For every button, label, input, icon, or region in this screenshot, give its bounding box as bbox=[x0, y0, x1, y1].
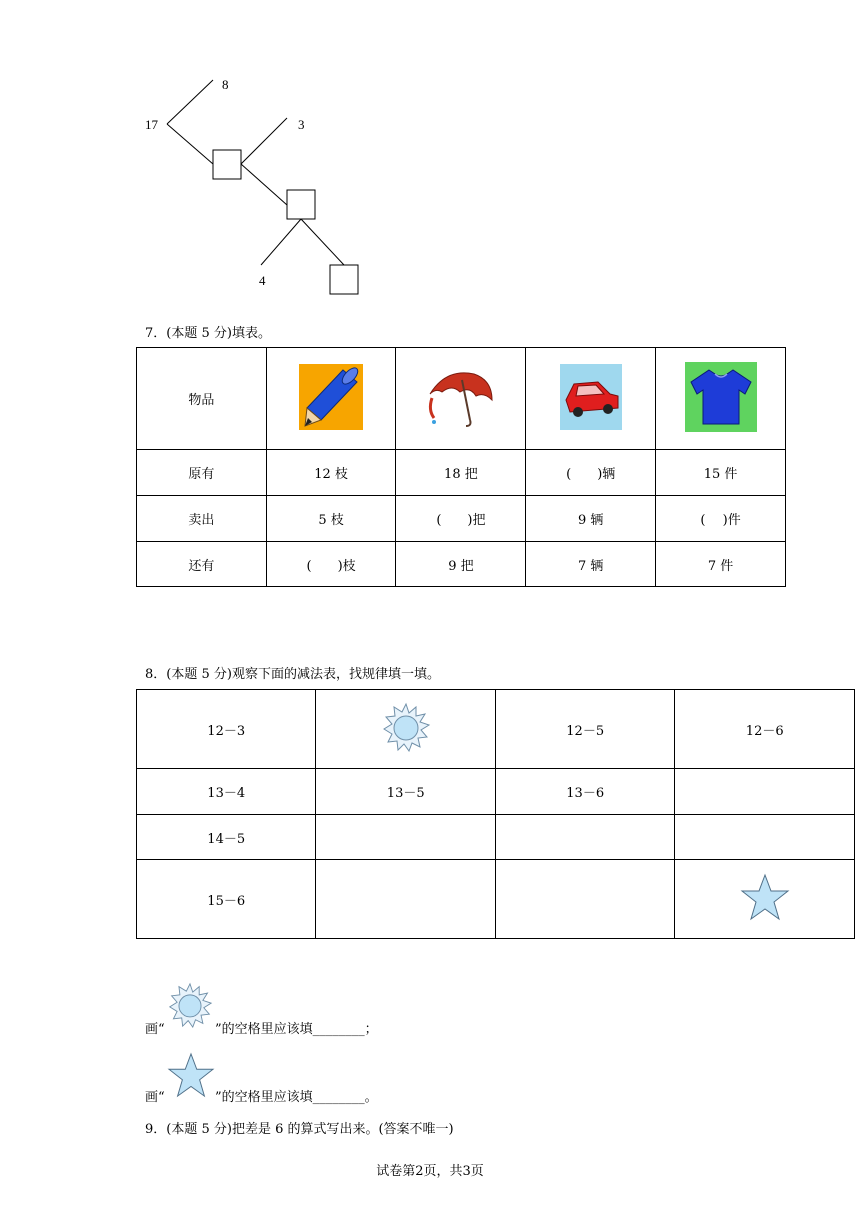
row-label-original: 原有 bbox=[137, 450, 267, 496]
sub-cell-empty[interactable] bbox=[495, 860, 674, 939]
tree-number-3: 3 bbox=[298, 117, 305, 132]
car-icon bbox=[560, 364, 622, 430]
fill-table bbox=[136, 347, 786, 587]
sub-cell: 13－5 bbox=[316, 769, 496, 815]
cell-remaining-pencil[interactable]: ( )枝 bbox=[266, 542, 396, 587]
tree-number-4: 4 bbox=[259, 273, 266, 288]
question-7-title: 7．(本题 5 分)填表。 bbox=[145, 326, 271, 341]
sub-cell: 13－4 bbox=[137, 769, 316, 815]
tree-number-17: 17 bbox=[145, 117, 158, 132]
item-umbrella bbox=[396, 348, 526, 450]
cell-remaining-umbrella: 9 把 bbox=[396, 542, 526, 587]
sub-cell: 12－6 bbox=[675, 690, 855, 769]
row-label-sold: 卖出 bbox=[137, 496, 267, 542]
number-tree-diagram bbox=[0, 0, 860, 310]
cell-original-umbrella: 18 把 bbox=[396, 450, 526, 496]
tree-number-8: 8 bbox=[222, 77, 229, 92]
sub-cell-empty[interactable] bbox=[675, 815, 855, 860]
sub-cell-empty[interactable] bbox=[316, 815, 496, 860]
sun-line-prefix: 画“ bbox=[145, 1022, 165, 1037]
cell-remaining-shirt: 7 件 bbox=[656, 542, 786, 587]
sub-cell: 12－5 bbox=[495, 690, 674, 769]
sub-cell: 12－3 bbox=[137, 690, 316, 769]
table-header-label: 物品 bbox=[137, 348, 267, 450]
tree-blank-box-2[interactable] bbox=[287, 190, 315, 219]
question-9-title: 9．(本题 5 分)把差是 6 的算式写出来。(答案不唯一) bbox=[145, 1122, 454, 1137]
sub-cell-star[interactable] bbox=[675, 860, 855, 939]
star-icon bbox=[740, 873, 790, 921]
sub-cell-empty[interactable] bbox=[495, 815, 674, 860]
shirt-icon bbox=[685, 362, 757, 432]
pencil-icon bbox=[299, 364, 363, 430]
tree-blank-box-1[interactable] bbox=[213, 150, 241, 179]
sub-cell-empty[interactable] bbox=[675, 769, 855, 815]
sun-line-suffix: ”的空格里应该填________； bbox=[215, 1022, 378, 1037]
cell-remaining-car: 7 辆 bbox=[526, 542, 656, 587]
cell-sold-shirt[interactable]: ( )件 bbox=[656, 496, 786, 542]
tree-blank-box-3[interactable] bbox=[330, 265, 358, 294]
sub-cell-empty[interactable] bbox=[316, 860, 496, 939]
cell-original-shirt: 15 件 bbox=[656, 450, 786, 496]
cell-original-pencil: 12 枝 bbox=[266, 450, 396, 496]
cell-sold-pencil: 5 枝 bbox=[266, 496, 396, 542]
cell-sold-umbrella[interactable]: ( )把 bbox=[396, 496, 526, 542]
sub-cell: 13－6 bbox=[495, 769, 674, 815]
item-pencil bbox=[266, 348, 396, 450]
star-icon bbox=[167, 1052, 215, 1098]
cell-sold-car: 9 辆 bbox=[526, 496, 656, 542]
umbrella-icon bbox=[426, 366, 496, 428]
star-line-prefix: 画“ bbox=[145, 1090, 165, 1105]
cell-original-car[interactable]: ( )辆 bbox=[526, 450, 656, 496]
star-line-suffix: ”的空格里应该填________。 bbox=[215, 1090, 378, 1105]
row-label-remaining: 还有 bbox=[137, 542, 267, 587]
item-car bbox=[526, 348, 656, 450]
sun-icon bbox=[381, 702, 431, 752]
page-footer: 试卷第2页，共3页 bbox=[376, 1164, 484, 1179]
sub-cell: 15－6 bbox=[137, 860, 316, 939]
sun-icon bbox=[167, 982, 213, 1028]
item-shirt bbox=[656, 348, 786, 450]
sub-cell-sun[interactable] bbox=[316, 690, 496, 769]
sub-cell: 14－5 bbox=[137, 815, 316, 860]
subtraction-table bbox=[136, 689, 855, 939]
question-8-title: 8．(本题 5 分)观察下面的减法表，找规律填一填。 bbox=[145, 667, 440, 682]
